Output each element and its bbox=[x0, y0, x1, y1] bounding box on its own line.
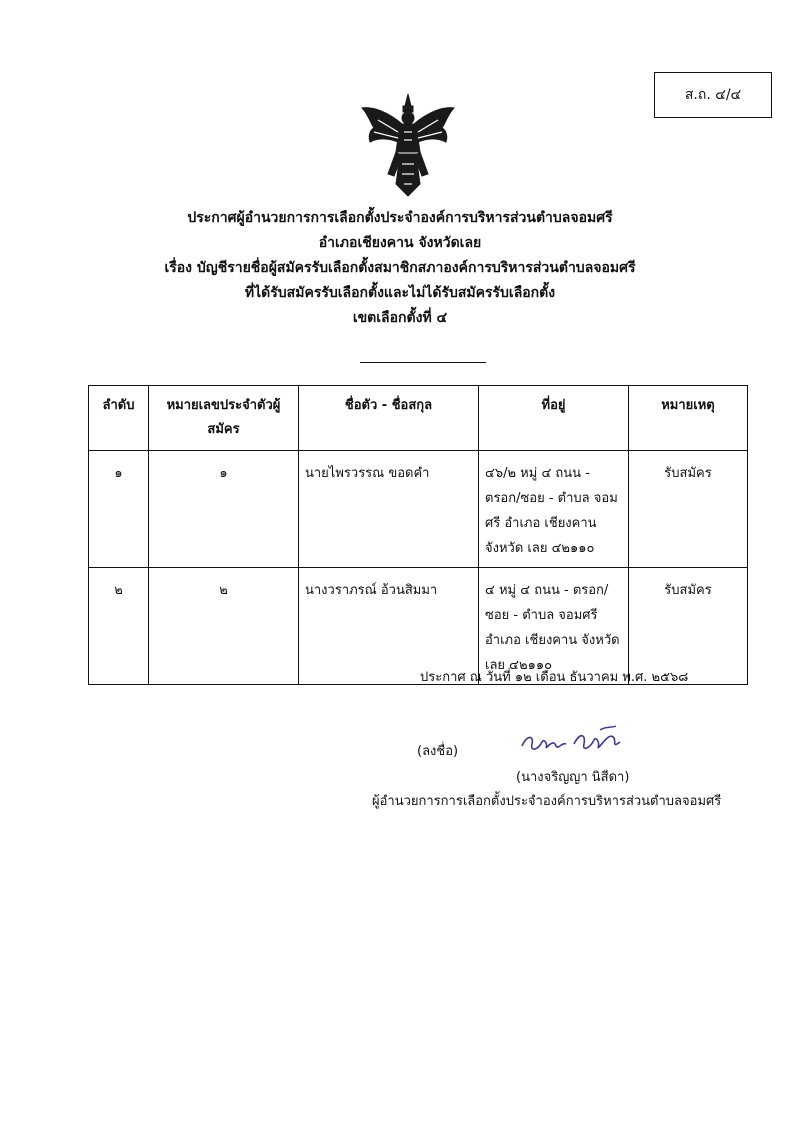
signer-name: (นางจริญญา นิสีดา) bbox=[516, 770, 630, 785]
header-line-4: ที่ได้รับสมัครรับเลือกตั้งและไม่ได้รับสมัครรับเลือกตั้ง bbox=[244, 285, 556, 301]
cell-name: นางวราภรณ์ อ้วนสิมมา bbox=[299, 568, 479, 685]
header-line-1: ประกาศผู้อำนวยการการเลือกตั้งประจำองค์การบริหารส่วนตำบลจอมศรี bbox=[187, 210, 613, 226]
cell-number: ๑ bbox=[149, 451, 299, 568]
cell-order: ๒ bbox=[89, 568, 149, 685]
header-line-3: เรื่อง บัญชีรายชื่อผู้สมัครรับเลือกตั้งสมาชิกสภาองค์การบริหารส่วนตำบลจอมศรี bbox=[164, 260, 636, 276]
header-divider bbox=[360, 362, 486, 363]
signer-title: ผู้อำนวยการการเลือกตั้งประจำองค์การบริหารส่วนตำบลจอมศรี bbox=[372, 794, 722, 809]
announcement-header bbox=[160, 206, 640, 331]
cell-order: ๑ bbox=[89, 451, 149, 568]
col-header-number: หมายเลขประจำตัวผู้สมัคร bbox=[149, 386, 299, 451]
handwritten-signature bbox=[516, 722, 628, 760]
cell-name: นายไพรวรรณ ขอดคำ bbox=[299, 451, 479, 568]
cell-remark: รับสมัคร bbox=[629, 568, 748, 685]
table-header-row bbox=[89, 386, 748, 451]
cell-number: ๒ bbox=[149, 568, 299, 685]
announcement-date: ประกาศ ณ วันที่ ๑๒ เดือน ธันวาคม พ.ศ. ๒๕๖๘ bbox=[420, 670, 689, 685]
col-header-address: ที่อยู่ bbox=[479, 386, 629, 451]
garuda-emblem-icon bbox=[358, 92, 458, 200]
col-header-order: ลำดับ bbox=[89, 386, 149, 451]
header-line-5: เขตเลือกตั้งที่ ๔ bbox=[352, 310, 448, 326]
form-code: ส.ถ. ๔/๔ bbox=[684, 87, 742, 103]
col-header-remark: หมายเหตุ bbox=[629, 386, 748, 451]
signature-label: (ลงชื่อ) bbox=[417, 744, 459, 759]
form-code-box bbox=[654, 72, 772, 118]
candidates-table bbox=[88, 385, 748, 685]
cell-remark: รับสมัคร bbox=[629, 451, 748, 568]
cell-address: ๔ หมู่ ๔ ถนน - ตรอก/ซอย - ตำบล จอมศรี อำเภอ เชียงคาน จังหวัด เลย ๔๒๑๑๐ bbox=[479, 568, 629, 685]
cell-address: ๔๖/๒ หมู่ ๔ ถนน - ตรอก/ซอย - ตำบล จอมศรี อำเภอ เชียงคาน จังหวัด เลย ๔๒๑๑๐ bbox=[479, 451, 629, 568]
table-row bbox=[89, 451, 748, 568]
col-header-name: ชื่อตัว - ชื่อสกุล bbox=[299, 386, 479, 451]
header-line-2: อำเภอเชียงคาน จังหวัดเลย bbox=[318, 235, 482, 251]
